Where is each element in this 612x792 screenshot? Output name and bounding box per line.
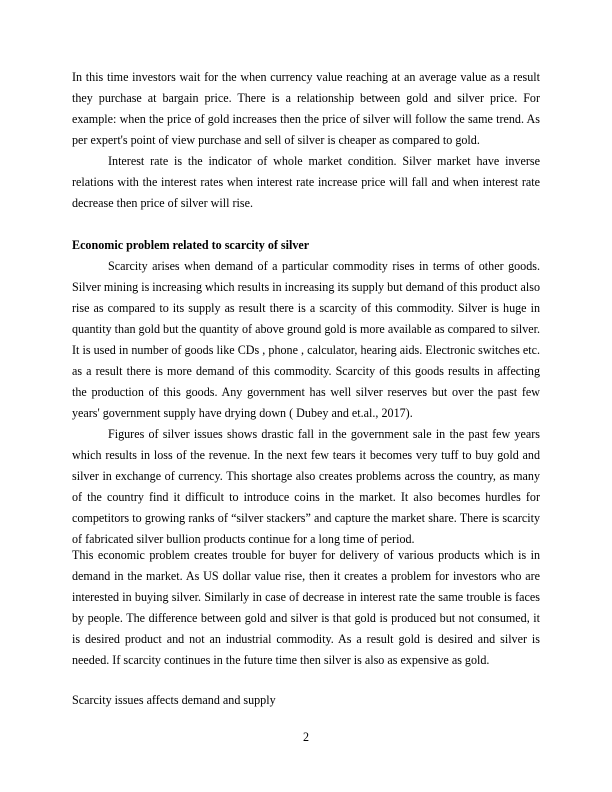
body-paragraph: Interest rate is the indicator of whole market condition. Silver market have inverse relations with the interest rates when interest rate increase price will fall and when interest rate decrease then price of silver will rise. — [72, 154, 540, 210]
body-paragraph: In this time investors wait for the when currency value reaching at an average value as a result they purchase at bargain price. There is a relationship between gold and silver price. For example: when the price of gold increases then the price of silver will follow the same trend. As per expert's point of view purchase and sell of silver is cheaper as compared to gold. — [72, 70, 540, 147]
page-number: 2 — [302, 730, 310, 744]
section-heading: Economic problem related to scarcity of silver — [72, 238, 310, 252]
body-paragraph: This economic problem creates trouble for buyer for delivery of various products which is in demand in the market. As US dollar value rise, then it creates a problem for investors who are interested in buying silver. Similarly in case of decrease in interest rate the same trouble is faces by people. The difference between gold and silver is that gold is produced but not consumed, it is desired product and not an industrial commodity. As a result gold is desired and silver is needed. If scarcity continues in the future time then silver is also as expensive as gold. — [72, 548, 540, 667]
body-paragraph: Figures of silver issues shows drastic fall in the government sale in the past few years which results in loss of the revenue. In the next few tears it becomes very tuff to buy gold and silver in exchange of currency. This shortage also creates problems across the country, as many of the country find it difficult to introduce coins in the market. It also becomes hurdles for competitors to growing ranks of “silver stackers” and capture the market share. There is scarcity of fabricated silver bullion products continue for a long time of period. — [72, 427, 540, 546]
body-paragraph: Scarcity arises when demand of a particular commodity rises in terms of other goods. Silver mining is increasing which results in increasing its supply but demand of this product also rise as compared to its supply as result there is a scarcity of this commodity. Silver is huge in quantity than gold but the quantity of above ground gold is more available as compared to silver. It is used in number of goods like CDs , phone , calculator, hearing aids. Electronic switches etc. as a result there is more demand of this commodity. Scarcity of this goods results in affecting the production of this goods. Any government has well silver reserves but over the past few years' government supply have drying down ( Dubey and et.al., 2017). — [72, 259, 540, 420]
closing-line: Scarcity issues affects demand and supply — [72, 693, 276, 707]
